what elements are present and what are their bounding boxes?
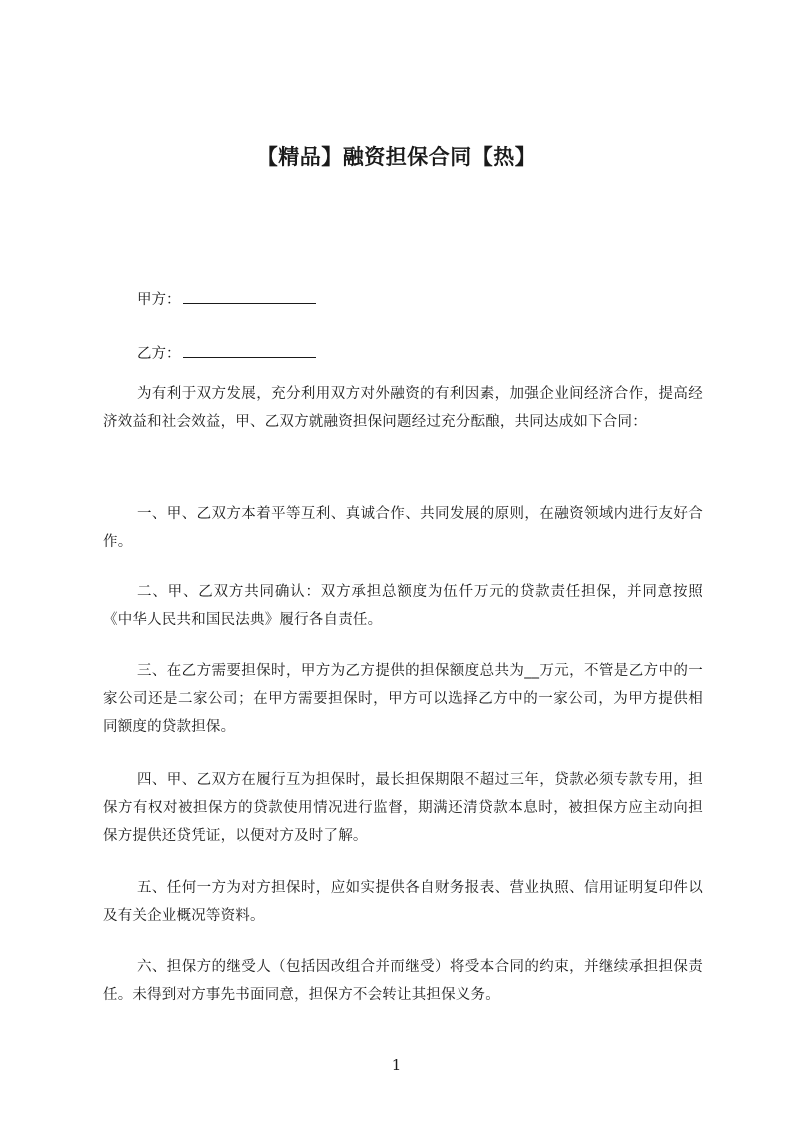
paragraph-preamble: 为有利于双方发展，充分利用双方对外融资的有利因素，加强企业间经济合作，提高经济效益和社会效益，甲、乙双方就融资担保问题经过充分酝酿，共同达成如下合同：	[103, 386, 703, 430]
paragraph-clause-1: 一、甲、乙双方本着平等互利、真诚合作、共同发展的原则，在融资领域内进行友好合作。	[103, 506, 703, 550]
party-b-label: 乙方：	[137, 346, 181, 362]
party-a-label: 甲方：	[137, 292, 181, 308]
document-title: 【精品】融资担保合同【热】	[256, 145, 537, 169]
paragraph-clause-6: 六、担保方的继受人（包括因改组合并而继受）将受本合同的约束，并继续承担担保责任。未得到对方事先书面同意，担保方不会转让其担保义务。	[103, 959, 703, 1003]
party-b-line	[137, 340, 316, 368]
party-a-blank-field	[183, 289, 316, 304]
paragraph-clause-4: 四、甲、乙双方在履行互为担保时，最长担保期限不超过三年，贷款必须专款专用，担保方有权对被担保方的贷款使用情况进行监督，期满还清贷款本息时，被担保方应主动向担保方提供还贷凭证，以便对方及时了解。	[103, 772, 703, 844]
page-number: 1	[391, 1056, 402, 1074]
paragraph-clause-2: 二、甲、乙双方共同确认：双方承担总额度为伍仟万元的贷款责任担保，并同意按照《中华人民共和国民法典》履行各自责任。	[103, 584, 703, 628]
paragraph-clause-3: 三、在乙方需要担保时，甲方为乙方提供的担保额度总共为__万元，不管是乙方中的一家公司还是二家公司；在甲方需要担保时，甲方可以选择乙方中的一家公司，为甲方提供相同额度的贷款担保。	[103, 663, 703, 735]
paragraph-clause-5: 五、任何一方为对方担保时，应如实提供各自财务报表、营业执照、信用证明复印件以及有关企业概况等资料。	[103, 880, 703, 924]
party-a-line	[137, 286, 316, 314]
party-b-blank-field	[183, 343, 316, 358]
